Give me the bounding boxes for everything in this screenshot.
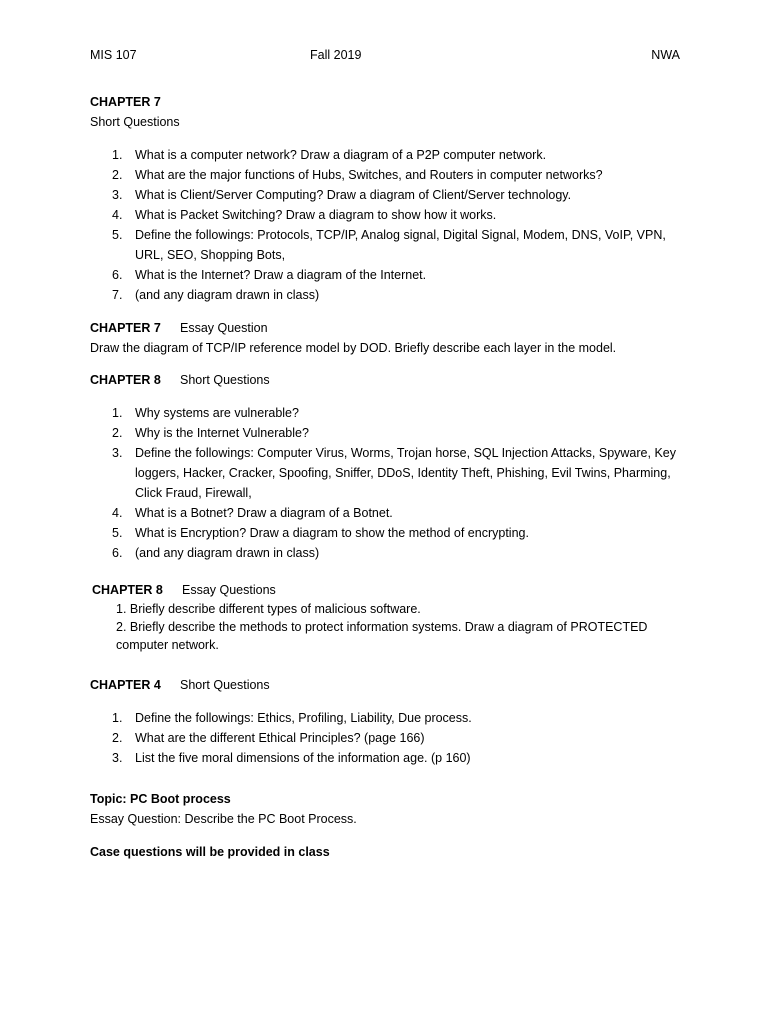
item-number: 4. bbox=[112, 208, 123, 222]
item-number: 1. bbox=[112, 406, 123, 420]
essay-item: 2. Briefly describe the methods to protect information systems. Draw a diagram of PROTECTED computer network. bbox=[116, 620, 648, 652]
essay-prompt: Draw the diagram of TCP/IP reference model by DOD. Briefly describe each layer in the model. bbox=[90, 341, 617, 355]
section-heading: CHAPTER 7 bbox=[90, 321, 161, 335]
list-item bbox=[90, 265, 680, 285]
essay-item: 1. Briefly describe different types of malicious software. bbox=[116, 602, 421, 616]
chapter-7-short-list bbox=[90, 145, 680, 305]
list-item bbox=[90, 165, 680, 185]
item-number: 6. bbox=[112, 268, 123, 282]
item-number: 3. bbox=[112, 751, 123, 765]
item-text: List the five moral dimensions of the information age. (p 160) bbox=[135, 751, 471, 765]
list-item bbox=[90, 205, 680, 225]
item-number: 1. bbox=[112, 148, 123, 162]
topic-section bbox=[90, 789, 680, 829]
item-text: What is Encryption? Draw a diagram to show the method of encrypting. bbox=[135, 526, 529, 540]
list-item bbox=[90, 523, 680, 543]
item-number: 7. bbox=[112, 288, 123, 302]
item-number: 2. bbox=[112, 168, 123, 182]
course-code: MIS 107 bbox=[90, 48, 137, 62]
item-text: Define the followings: Protocols, TCP/IP, Analog signal, Digital Signal, Modem, DNS, VoIP, VPN, URL, SEO, Shopping Bots, bbox=[135, 228, 666, 262]
item-text: Why systems are vulnerable? bbox=[135, 406, 299, 420]
item-number: 2. bbox=[112, 426, 123, 440]
section-heading: CHAPTER 7 bbox=[90, 95, 161, 109]
chapter-4-short-section bbox=[90, 675, 680, 695]
chapter-8-short-section bbox=[90, 370, 680, 390]
list-item bbox=[90, 543, 680, 563]
chapter-8-essay-section bbox=[90, 580, 680, 654]
item-text: What is the Internet? Draw a diagram of the Internet. bbox=[135, 268, 427, 282]
item-text: What is a Botnet? Draw a diagram of a Botnet. bbox=[135, 506, 393, 520]
item-number: 6. bbox=[112, 546, 123, 560]
item-text: What are the different Ethical Principles? (page 166) bbox=[135, 731, 425, 745]
section-subheading: Essay Questions bbox=[182, 583, 276, 597]
term: Fall 2019 bbox=[310, 48, 362, 62]
list-item bbox=[90, 185, 680, 205]
list-item bbox=[90, 443, 680, 503]
item-text: What is Client/Server Computing? Draw a diagram of Client/Server technology. bbox=[135, 188, 572, 202]
list-item bbox=[90, 503, 680, 523]
topic-title: Topic: PC Boot process bbox=[90, 792, 231, 806]
page-header bbox=[90, 48, 680, 66]
chapter-7-short-section bbox=[90, 92, 680, 132]
item-number: 5. bbox=[112, 228, 123, 242]
item-number: 5. bbox=[112, 526, 123, 540]
item-number: 2. bbox=[112, 731, 123, 745]
topic-essay: Essay Question: Describe the PC Boot Process. bbox=[90, 812, 357, 826]
item-text: (and any diagram drawn in class) bbox=[135, 546, 320, 560]
list-item bbox=[90, 145, 680, 165]
section-subheading: Short Questions bbox=[90, 115, 180, 129]
case-note-section bbox=[90, 842, 680, 862]
item-text: Define the followings: Computer Virus, Worms, Trojan horse, SQL Injection Attacks, Spyware, Key loggers, Hacker, Cracker, Spoofing, Sniffer, DDoS, Identity Theft, Phishing, Evil Twins, Pharming, Click Fraud, Firewall, bbox=[135, 446, 676, 500]
chapter-8-short-list bbox=[90, 403, 680, 563]
item-text: Define the followings: Ethics, Profiling, Liability, Due process. bbox=[135, 711, 472, 725]
item-text: What is Packet Switching? Draw a diagram to show how it works. bbox=[135, 208, 497, 222]
chapter-4-short-list bbox=[90, 708, 680, 768]
list-item bbox=[90, 403, 680, 423]
section-subheading: Short Questions bbox=[180, 373, 270, 387]
section-heading: CHAPTER 8 bbox=[92, 583, 163, 597]
instructor-initials: NWA bbox=[651, 48, 680, 62]
list-item bbox=[90, 748, 680, 768]
item-text: What are the major functions of Hubs, Switches, and Routers in computer networks? bbox=[135, 168, 603, 182]
section-subheading: Essay Question bbox=[180, 321, 268, 335]
list-item bbox=[90, 423, 680, 443]
section-heading: CHAPTER 8 bbox=[90, 373, 161, 387]
list-item bbox=[90, 225, 680, 265]
list-item bbox=[90, 708, 680, 728]
section-heading: CHAPTER 4 bbox=[90, 678, 161, 692]
item-number: 3. bbox=[112, 446, 123, 460]
item-number: 3. bbox=[112, 188, 123, 202]
item-text: (and any diagram drawn in class) bbox=[135, 288, 320, 302]
item-text: What is a computer network? Draw a diagram of a P2P computer network. bbox=[135, 148, 547, 162]
item-number: 1. bbox=[112, 711, 123, 725]
case-note: Case questions will be provided in class bbox=[90, 845, 330, 859]
chapter-7-essay-section bbox=[90, 318, 680, 358]
item-number: 4. bbox=[112, 506, 123, 520]
section-subheading: Short Questions bbox=[180, 678, 270, 692]
list-item bbox=[90, 728, 680, 748]
item-text: Why is the Internet Vulnerable? bbox=[135, 426, 309, 440]
list-item bbox=[90, 285, 680, 305]
